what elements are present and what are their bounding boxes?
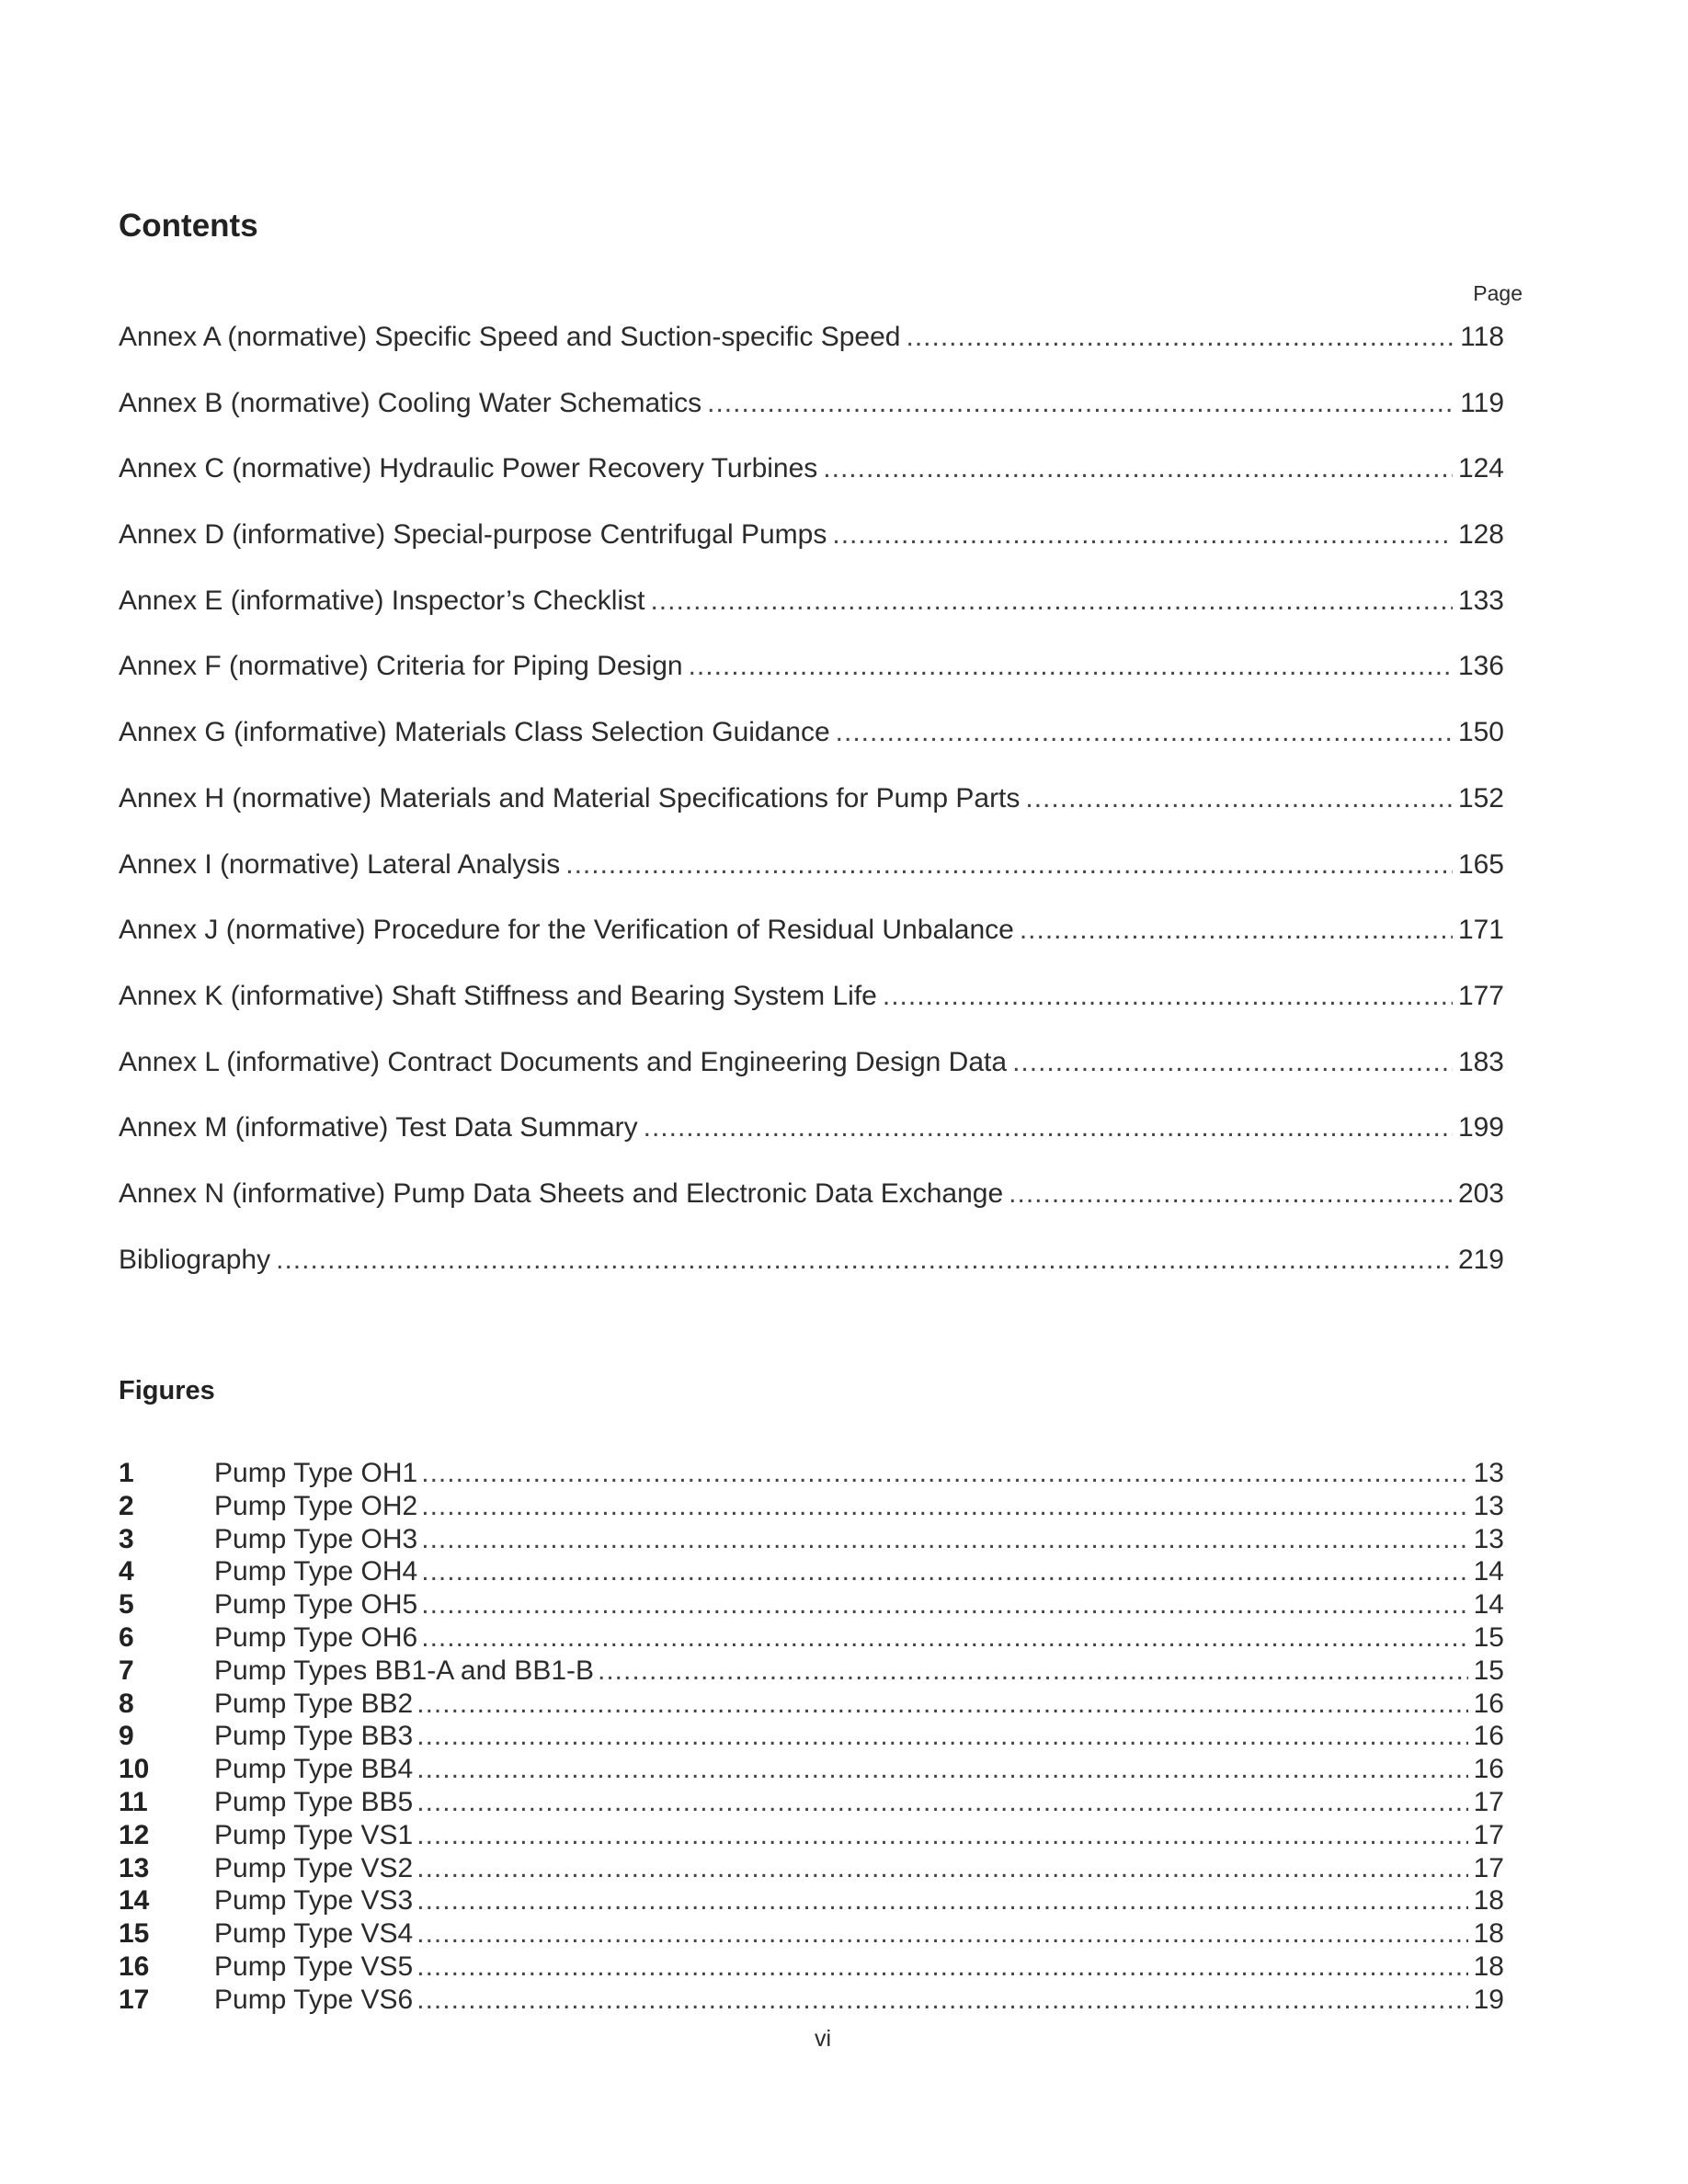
toc-entry-title: Annex A (normative) Specific Speed and Suction-specific Speed xyxy=(119,322,901,352)
figure-page: 17 xyxy=(1473,1786,1504,1817)
dot-leader xyxy=(416,1819,1467,1852)
figure-entry[interactable] xyxy=(119,1555,1504,1588)
figure-entry[interactable] xyxy=(119,1753,1504,1786)
dot-leader xyxy=(650,578,1452,624)
figure-page: 14 xyxy=(1473,1556,1504,1587)
figure-page: 18 xyxy=(1473,1918,1504,1950)
toc-entry-page: 199 xyxy=(1457,1112,1504,1143)
figure-number: 6 xyxy=(119,1621,134,1653)
toc-entry[interactable] xyxy=(119,973,1504,1040)
page-number: vi xyxy=(814,2026,832,2052)
toc-entry-page: 183 xyxy=(1457,1046,1504,1077)
figure-title: Pump Type VS5 xyxy=(214,1951,414,1982)
dot-leader xyxy=(689,643,1453,689)
toc-entry-title: Annex J (normative) Procedure for the Verification of Residual Unbalance xyxy=(119,915,1014,946)
figure-number: 9 xyxy=(119,1721,134,1752)
dot-leader xyxy=(883,973,1453,1019)
figure-page: 16 xyxy=(1473,1754,1504,1785)
figure-entry[interactable] xyxy=(119,1720,1504,1753)
figure-entry[interactable] xyxy=(119,1951,1504,1984)
dot-leader xyxy=(276,1237,1453,1283)
figure-title: Pump Type BB4 xyxy=(214,1754,414,1785)
toc-entry-title: Annex I (normative) Lateral Analysis xyxy=(119,848,561,880)
figure-entry[interactable] xyxy=(119,1621,1504,1655)
figure-title: Pump Type BB3 xyxy=(214,1721,414,1752)
toc-entry[interactable] xyxy=(119,512,1504,578)
figure-number: 4 xyxy=(119,1556,134,1587)
dot-leader xyxy=(1012,1040,1453,1086)
toc-entry-page: 152 xyxy=(1457,782,1504,813)
toc-entry-page: 119 xyxy=(1460,387,1504,418)
figure-page: 17 xyxy=(1473,1852,1504,1883)
toc-entry-title: Annex L (informative) Contract Documents and Engineering Design Data xyxy=(119,1046,1008,1077)
toc-entry-page: 203 xyxy=(1457,1177,1504,1209)
figure-entry[interactable] xyxy=(119,1523,1504,1556)
dot-leader xyxy=(598,1655,1468,1688)
figure-entry[interactable] xyxy=(119,1884,1504,1917)
figure-number: 8 xyxy=(119,1688,134,1719)
dot-leader xyxy=(421,1555,1467,1588)
dot-leader xyxy=(565,842,1453,888)
toc-entry[interactable] xyxy=(119,842,1504,908)
dot-leader xyxy=(421,1457,1467,1490)
toc-entry-title: Annex D (informative) Special-purpose Centrifugal Pumps xyxy=(119,519,827,551)
toc-entry[interactable] xyxy=(119,578,1504,644)
figure-entry[interactable] xyxy=(119,1457,1504,1490)
dot-leader xyxy=(644,1105,1453,1151)
toc-entry-title: Annex G (informative) Materials Class Selection Guidance xyxy=(119,717,830,748)
dot-leader xyxy=(416,1753,1467,1786)
toc-entry-page: 150 xyxy=(1457,717,1504,748)
figure-entry[interactable] xyxy=(119,1786,1504,1819)
figure-title: Pump Type VS1 xyxy=(214,1819,414,1850)
figure-entry[interactable] xyxy=(119,1819,1504,1852)
dot-leader xyxy=(416,1917,1467,1951)
figure-entry[interactable] xyxy=(119,1984,1504,2017)
toc-entry-title: Annex B (normative) Cooling Water Schematics xyxy=(119,387,702,418)
dot-leader xyxy=(832,512,1453,558)
toc-entry-title: Annex H (normative) Materials and Material Specifications for Pump Parts xyxy=(119,782,1021,813)
figure-page: 13 xyxy=(1473,1490,1504,1521)
dot-leader xyxy=(416,1720,1467,1753)
dot-leader xyxy=(416,1786,1467,1819)
figure-entry[interactable] xyxy=(119,1490,1504,1523)
figure-title: Pump Type BB2 xyxy=(214,1688,414,1719)
toc-entry-title: Annex F (normative) Criteria for Piping Design xyxy=(119,651,683,682)
toc-entry-page: 165 xyxy=(1457,848,1504,880)
toc-entry[interactable] xyxy=(119,314,1504,381)
toc-entry-page: 128 xyxy=(1457,519,1504,551)
figure-entry[interactable] xyxy=(119,1852,1504,1885)
figure-number: 15 xyxy=(119,1918,150,1950)
toc-entry[interactable] xyxy=(119,776,1504,842)
figure-page: 13 xyxy=(1473,1458,1504,1488)
figure-page: 16 xyxy=(1473,1721,1504,1752)
dot-leader xyxy=(416,1688,1467,1721)
figure-number: 17 xyxy=(119,1984,150,2015)
toc-entry-title: Annex E (informative) Inspector’s Checklist xyxy=(119,585,645,616)
figure-title: Pump Type VS3 xyxy=(214,1885,414,1917)
toc-entry-page: 136 xyxy=(1457,651,1504,682)
figure-page: 17 xyxy=(1473,1819,1504,1850)
dot-leader xyxy=(416,1951,1467,1984)
figure-title: Pump Type VS2 xyxy=(214,1852,414,1883)
figure-title: Pump Type BB5 xyxy=(214,1786,414,1817)
figure-number: 5 xyxy=(119,1589,134,1621)
toc-entry-title: Annex N (informative) Pump Data Sheets and Electronic Data Exchange xyxy=(119,1177,1004,1209)
figure-title: Pump Type OH6 xyxy=(214,1621,418,1653)
figure-page: 15 xyxy=(1473,1655,1504,1686)
toc-entry[interactable] xyxy=(119,1237,1504,1303)
toc-entry[interactable] xyxy=(119,1040,1504,1106)
figure-number: 2 xyxy=(119,1490,134,1521)
figure-title: Pump Type OH3 xyxy=(214,1523,418,1554)
dot-leader xyxy=(1025,776,1453,822)
figure-page: 18 xyxy=(1473,1885,1504,1917)
dot-leader xyxy=(421,1490,1467,1523)
toc-entry[interactable] xyxy=(119,446,1504,512)
figure-number: 13 xyxy=(119,1852,150,1883)
figures-heading: Figures xyxy=(119,1376,215,1405)
figure-number: 16 xyxy=(119,1951,150,1982)
figure-page: 14 xyxy=(1473,1589,1504,1621)
figure-title: Pump Type OH5 xyxy=(214,1589,418,1621)
figures-list xyxy=(119,1457,1504,2017)
toc-entry-title: Annex K (informative) Shaft Stiffness and Bearing System Life xyxy=(119,980,877,1011)
dot-leader xyxy=(707,381,1454,427)
figure-title: Pump Type VS6 xyxy=(214,1984,414,2015)
figure-number: 7 xyxy=(119,1655,134,1686)
figure-number: 12 xyxy=(119,1819,150,1850)
figure-title: Pump Types BB1-A and BB1-B xyxy=(214,1655,595,1686)
figure-number: 14 xyxy=(119,1885,150,1917)
figure-number: 11 xyxy=(119,1786,148,1817)
figure-title: Pump Type OH2 xyxy=(214,1490,418,1521)
dot-leader xyxy=(416,1852,1467,1885)
dot-leader xyxy=(421,1588,1467,1621)
dot-leader xyxy=(907,314,1455,360)
figure-entry[interactable] xyxy=(119,1688,1504,1721)
figure-page: 13 xyxy=(1473,1523,1504,1554)
figure-title: Pump Type OH1 xyxy=(214,1458,418,1488)
figure-page: 19 xyxy=(1473,1984,1504,2015)
figure-title: Pump Type VS4 xyxy=(214,1918,414,1950)
figure-entry[interactable] xyxy=(119,1588,1504,1621)
dot-leader xyxy=(416,1884,1467,1917)
toc-entry-page: 219 xyxy=(1457,1244,1504,1275)
figure-page: 16 xyxy=(1473,1688,1504,1719)
dot-leader xyxy=(421,1621,1467,1655)
dot-leader xyxy=(1020,907,1453,953)
figure-page: 15 xyxy=(1473,1621,1504,1653)
dot-leader xyxy=(421,1523,1467,1556)
dot-leader xyxy=(1009,1171,1453,1217)
figure-number: 3 xyxy=(119,1523,134,1554)
toc-entry-page: 124 xyxy=(1457,453,1504,484)
figure-number: 10 xyxy=(119,1754,150,1785)
toc-entry-title: Annex C (normative) Hydraulic Power Recovery Turbines xyxy=(119,453,818,484)
toc-entry[interactable] xyxy=(119,1105,1504,1171)
figure-entry[interactable] xyxy=(119,1655,1504,1688)
toc-entry[interactable] xyxy=(119,643,1504,710)
figure-title: Pump Type OH4 xyxy=(214,1556,418,1587)
toc-entry-title: Bibliography xyxy=(119,1244,271,1275)
dot-leader xyxy=(823,446,1453,492)
toc-entry-title: Annex M (informative) Test Data Summary xyxy=(119,1112,638,1143)
toc-list xyxy=(119,314,1504,1302)
toc-entry-page: 171 xyxy=(1457,915,1504,946)
toc-entry-page: 118 xyxy=(1460,322,1504,352)
toc-entry[interactable] xyxy=(119,1171,1504,1237)
toc-entry[interactable] xyxy=(119,907,1504,973)
dot-leader xyxy=(416,1984,1467,2017)
toc-entry[interactable] xyxy=(119,710,1504,776)
page-column-label: Page xyxy=(1473,281,1523,305)
toc-entry-page: 133 xyxy=(1457,585,1504,616)
toc-entry[interactable] xyxy=(119,381,1504,447)
figure-number: 1 xyxy=(119,1458,134,1488)
contents-heading: Contents xyxy=(119,208,258,244)
dot-leader xyxy=(836,710,1453,756)
toc-entry-page: 177 xyxy=(1457,980,1504,1011)
figure-page: 18 xyxy=(1473,1951,1504,1982)
figure-entry[interactable] xyxy=(119,1917,1504,1951)
